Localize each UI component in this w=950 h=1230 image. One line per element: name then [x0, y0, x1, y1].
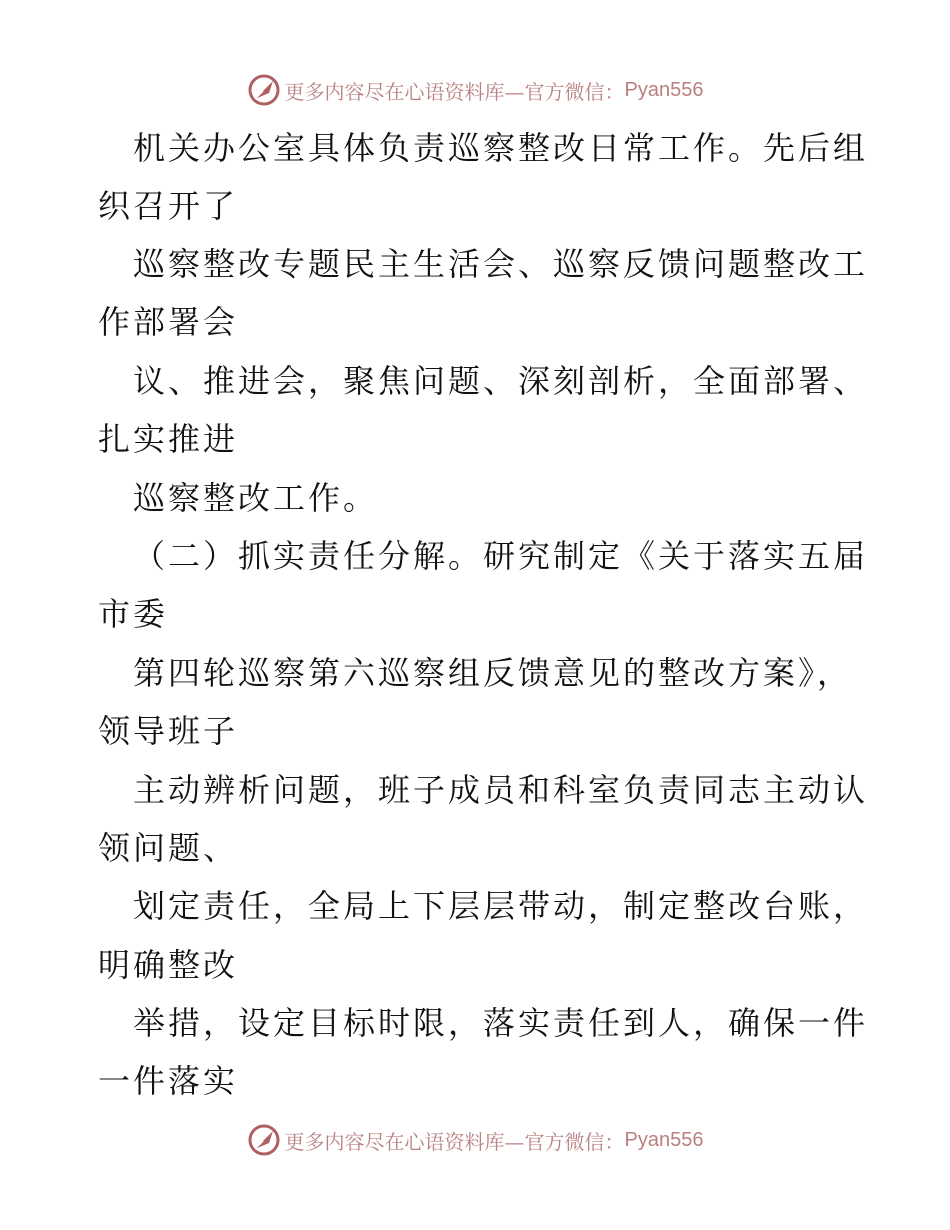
watermark-wechat-id: Pyan556 — [624, 1128, 704, 1151]
paragraph-line: 一件落实 — [98, 1062, 239, 1100]
paragraph-line: 领导班子 — [98, 712, 239, 750]
paragraph-line: 第四轮巡察第六巡察组反馈意见的整改方案》， — [133, 654, 853, 692]
section-heading-line: （二）抓实责任分解。研究制定《关于落实五届 — [133, 537, 869, 575]
paragraph-line: 织召开了 — [98, 187, 239, 225]
paragraph-line: 主动辨析问题，班子成员和科室负责同志主动认 — [133, 771, 869, 809]
paragraph-line: 领问题、 — [98, 829, 239, 867]
paragraph-line: 举措，设定目标时限，落实责任到人，确保一件 — [133, 1004, 869, 1042]
watermark-text: 更多内容尽在心语资料库—官方微信： — [284, 1129, 625, 1154]
paragraph-line: 机关办公室具体负责巡察整改日常工作。先后组 — [133, 129, 869, 167]
quill-pen-logo-icon — [247, 1123, 281, 1157]
paragraph-line: 作部署会 — [98, 303, 239, 341]
paragraph-line: 明确整改 — [98, 946, 239, 984]
footer-watermark — [0, 1120, 950, 1160]
paragraph-line: 议、推进会，聚焦问题、深刻剖析，全面部署、 — [133, 362, 869, 400]
paragraph-line: 市委 — [98, 595, 169, 633]
paragraph-line: 巡察整改专题民主生活会、巡察反馈问题整改工 — [133, 245, 869, 283]
paragraph-line: 扎实推进 — [98, 420, 239, 458]
watermark-text: 更多内容尽在心语资料库—官方微信： — [284, 79, 625, 104]
watermark-wechat-id: Pyan556 — [624, 78, 704, 101]
paragraph-line: 巡察整改工作。 — [133, 479, 379, 517]
paragraph-line: 划定责任，全局上下层层带动，制定整改台账， — [133, 887, 869, 925]
